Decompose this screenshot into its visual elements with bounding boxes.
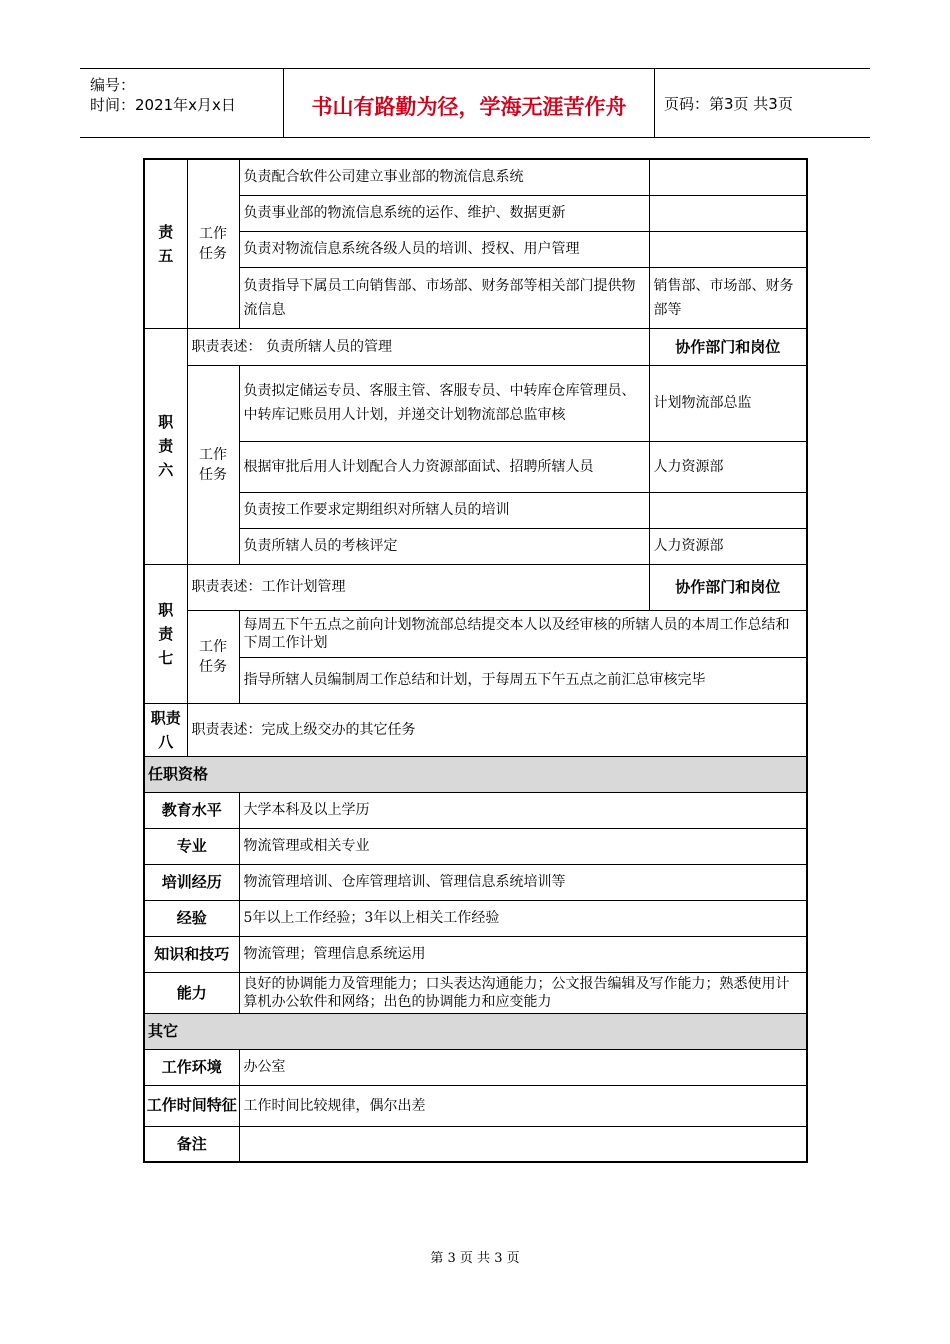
qualification-value: 物流管理或相关专业	[239, 828, 807, 864]
task-text: 每周五下午五点之前向计划物流部总结提交本人以及经审核的所辖人员的本周工作总结和下周工作计划	[239, 610, 807, 657]
qualifications-title: 任职资格	[144, 756, 807, 792]
duty7-task-row	[144, 657, 807, 703]
qualification-row	[144, 900, 807, 936]
duty7-coord-header: 协作部门和岗位	[649, 564, 807, 610]
other-row	[144, 1126, 807, 1162]
duty7-label: 职 责 七	[144, 564, 187, 703]
duty6-coord-header: 协作部门和岗位	[649, 328, 807, 365]
other-row	[144, 1049, 807, 1085]
page-footer: 第 3 页 共 3 页	[430, 1251, 520, 1266]
task-coord: 计划物流部总监	[649, 365, 807, 441]
duty7-task-label: 工作 任务	[187, 610, 239, 703]
header-left	[90, 75, 236, 115]
task-text: 负责指导下属员工向销售部、市场部、财务部等相关部门提供物流信息	[239, 267, 649, 328]
duty7-description-row	[144, 564, 807, 610]
duty8-label: 职责 八	[144, 703, 187, 756]
task-text: 负责事业部的物流信息系统的运作、维护、数据更新	[239, 195, 649, 231]
qualification-label: 培训经历	[144, 864, 239, 900]
header-motto: 书山有路勤为径，学海无涯苦作舟	[311, 95, 627, 119]
duty5-task-row	[144, 231, 807, 267]
page-header	[80, 68, 870, 138]
header-divider	[654, 69, 655, 137]
other-row	[144, 1085, 807, 1126]
task-text: 负责对物流信息系统各级人员的培训、授权、用户管理	[239, 231, 649, 267]
duty8-description: 职责表述：完成上级交办的其它任务	[187, 703, 807, 756]
duty6-task-label: 工作 任务	[187, 365, 239, 564]
qualification-row	[144, 828, 807, 864]
duty8-row	[144, 703, 807, 756]
task-coord	[649, 492, 807, 528]
qualification-value: 大学本科及以上学历	[239, 792, 807, 828]
duty6-task-row	[144, 365, 807, 441]
qualification-row	[144, 936, 807, 972]
qualification-label: 能力	[144, 972, 239, 1013]
task-coord: 销售部、市场部、财务部等	[649, 267, 807, 328]
qualification-value: 5年以上工作经验；3年以上相关工作经验	[239, 900, 807, 936]
other-title: 其它	[144, 1013, 807, 1049]
task-text: 负责所辖人员的考核评定	[239, 528, 649, 564]
qualification-label: 专业	[144, 828, 239, 864]
qualification-label: 经验	[144, 900, 239, 936]
qualification-value: 良好的协调能力及管理能力；口头表达沟通能力；公文报告编辑及写作能力；熟悉使用计算机办公软件和网络；出色的协调能力和应变能力	[239, 972, 807, 1013]
task-text: 根据审批后用人计划配合人力资源部面试、招聘所辖人员	[239, 441, 649, 492]
task-text: 负责配合软件公司建立事业部的物流信息系统	[239, 159, 649, 195]
doc-number-label: 编号：	[90, 76, 136, 94]
qualification-value: 物流管理；管理信息系统运用	[239, 936, 807, 972]
qualification-value: 物流管理培训、仓库管理培训、管理信息系统培训等	[239, 864, 807, 900]
task-coord: 人力资源部	[649, 528, 807, 564]
duty7-task-row	[144, 610, 807, 657]
task-coord	[649, 159, 807, 195]
other-value	[239, 1126, 807, 1162]
duty5-task-row	[144, 159, 807, 195]
qualification-row	[144, 864, 807, 900]
duty7-description: 职责表述：工作计划管理	[187, 564, 649, 610]
duty5-task-label: 工作 任务	[187, 159, 239, 328]
qualification-label: 教育水平	[144, 792, 239, 828]
other-label: 工作时间特征	[144, 1085, 239, 1126]
qualification-row	[144, 972, 807, 1013]
task-text: 负责按工作要求定期组织对所辖人员的培训	[239, 492, 649, 528]
task-coord: 人力资源部	[649, 441, 807, 492]
task-coord	[649, 231, 807, 267]
duty6-task-row	[144, 441, 807, 492]
duty6-description: 职责表述： 负责所辖人员的管理	[187, 328, 649, 365]
task-text: 指导所辖人员编制周工作总结和计划，于每周五下午五点之前汇总审核完毕	[239, 657, 807, 703]
other-value: 工作时间比较规律，偶尔出差	[239, 1085, 807, 1126]
job-description-table	[143, 158, 808, 1163]
doc-time-label: 时间：2021年x月x日	[90, 96, 236, 114]
qualification-row	[144, 792, 807, 828]
qualifications-section-row	[144, 756, 807, 792]
duty6-label: 职 责 六	[144, 328, 187, 564]
duty6-task-row	[144, 528, 807, 564]
other-value: 办公室	[239, 1049, 807, 1085]
other-section-row	[144, 1013, 807, 1049]
task-text: 负责拟定储运专员、客服主管、客服专员、中转库仓库管理员、中转库记账员用人计划，并递交计划物流部总监审核	[239, 365, 649, 441]
other-label: 备注	[144, 1126, 239, 1162]
header-page-info: 页码：第3页 共3页	[664, 95, 793, 113]
duty5-task-row	[144, 195, 807, 231]
other-label: 工作环境	[144, 1049, 239, 1085]
task-coord	[649, 195, 807, 231]
header-divider	[283, 69, 284, 137]
duty5-label: 责 五	[144, 159, 187, 328]
duty6-task-row	[144, 492, 807, 528]
duty5-task-row	[144, 267, 807, 328]
duty6-description-row	[144, 328, 807, 365]
qualification-label: 知识和技巧	[144, 936, 239, 972]
